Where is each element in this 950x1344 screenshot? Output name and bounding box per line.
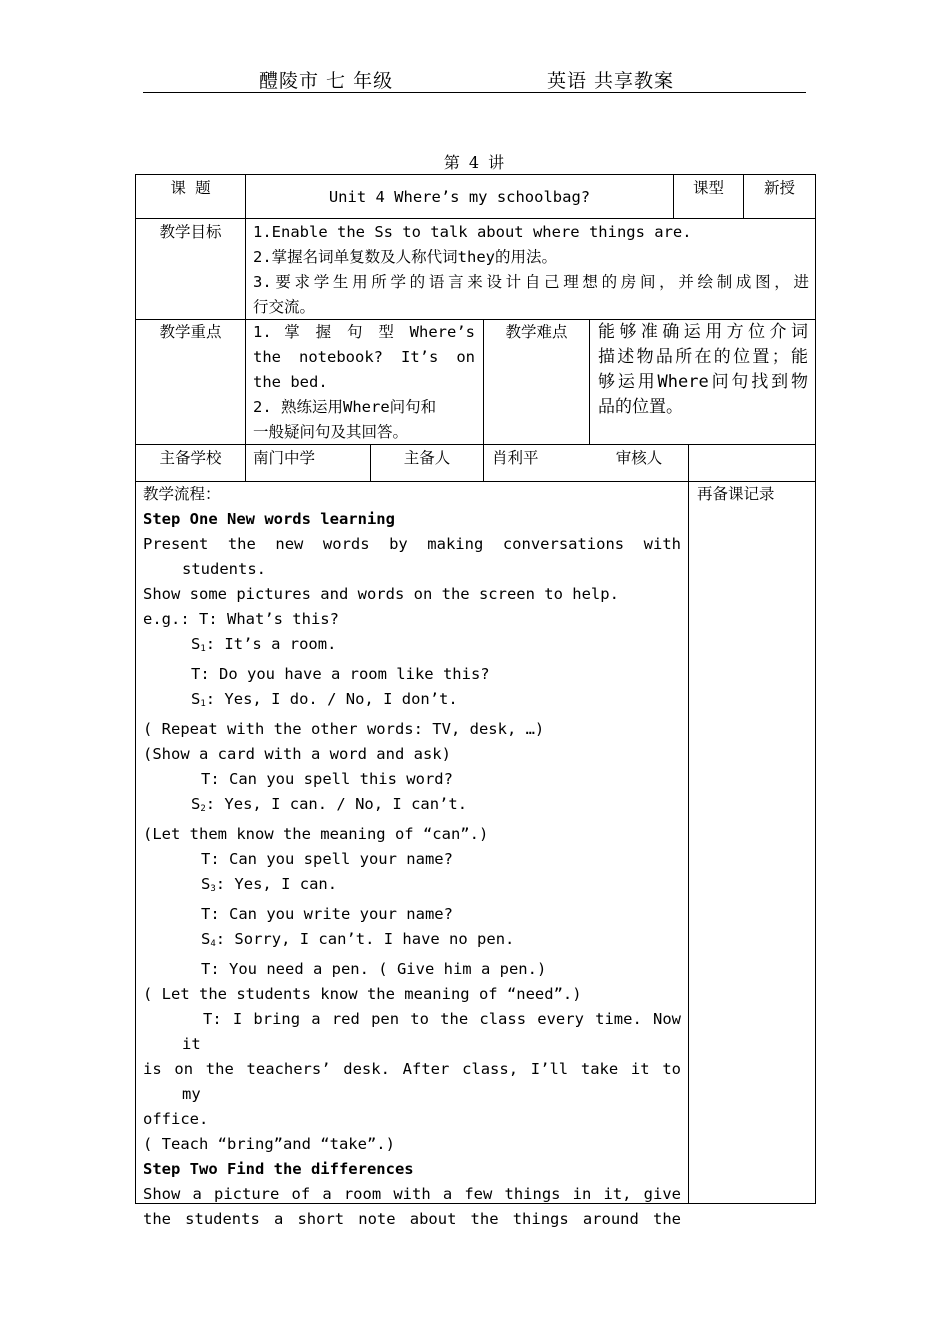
goals-list bbox=[253, 220, 809, 320]
difficulty-line: 够运用Where问句找到物 bbox=[598, 372, 808, 392]
difficulty-text bbox=[598, 320, 808, 420]
goals-label: 教学目标 bbox=[159, 223, 222, 241]
flow-line: Show some pictures and words on the screen to help. bbox=[143, 585, 619, 603]
preparer-value: 肖利平 bbox=[492, 449, 539, 467]
step-two-title: Step Two Find the differences bbox=[143, 1160, 414, 1178]
flow-line: $S_2$: Yes, I can. / No, I can’t. bbox=[191, 795, 468, 814]
key-label: 教学重点 bbox=[159, 323, 222, 341]
difficulty-line: 能够准确运用方位介词 bbox=[598, 322, 808, 342]
flow-line: my bbox=[182, 1085, 201, 1103]
header-left: 醴陵市 七 年级 bbox=[259, 70, 394, 92]
key-points bbox=[253, 320, 475, 445]
flow-line: ( Repeat with the other words: TV, desk, …) bbox=[143, 720, 545, 738]
flow-line: students. bbox=[182, 560, 266, 578]
school-value: 南门中学 bbox=[253, 449, 316, 467]
flow-line: $S_1$: Yes, I do. / No, I don’t. bbox=[191, 690, 458, 709]
flow-line: T: I bring a red pen to the class every time. Now bbox=[203, 1010, 681, 1028]
flow-line: $S_1$: It’s a room. bbox=[191, 635, 337, 654]
goal-item: 3.要求学生用所学的语言来设计自己理想的房间，并绘制成图，进 bbox=[253, 273, 809, 291]
step-one-title: Step One New words learning bbox=[143, 510, 395, 528]
notes-label: 再备课记录 bbox=[697, 485, 775, 503]
key-point-line: 2. 熟练运用Where问句和 bbox=[253, 398, 437, 416]
flow-line: is on the teachers’ desk. After class, I’ll take it to bbox=[143, 1060, 681, 1078]
flow-line: Show a picture of a room with a few things in it, give bbox=[143, 1185, 681, 1203]
flow-line: T: You need a pen. ( Give him a pen.) bbox=[201, 960, 547, 978]
flow-line: office. bbox=[143, 1110, 209, 1128]
key-point-line: 1. 掌 握 句 型 Where’s bbox=[253, 323, 475, 341]
flow-line: ( Teach “bring”and “take”.) bbox=[143, 1135, 395, 1153]
flow-line: it bbox=[182, 1035, 201, 1053]
key-point-line: the bed. bbox=[253, 373, 328, 391]
type-value: 新授 bbox=[763, 179, 795, 197]
flow-line: $S_3$: Yes, I can. bbox=[201, 875, 338, 894]
flow-line: T: Can you write your name? bbox=[201, 905, 453, 923]
type-label: 课型 bbox=[692, 179, 724, 197]
difficulty-line: 品的位置。 bbox=[598, 397, 683, 417]
flow-label: 教学流程： bbox=[143, 485, 221, 503]
flow-line: T: Do you have a room like this? bbox=[191, 665, 490, 683]
page-header bbox=[143, 66, 806, 93]
lecture-number: 第 4 讲 bbox=[443, 153, 507, 172]
flow-line: the students a short note about the things around the bbox=[143, 1210, 681, 1228]
header-right: 英语 共享教案 bbox=[547, 70, 675, 92]
school-label: 主备学校 bbox=[159, 449, 222, 467]
flow-line: T: Can you spell your name? bbox=[201, 850, 453, 868]
reviewer-label: 审核人 bbox=[615, 449, 663, 467]
flow-line: T: Can you spell this word? bbox=[201, 770, 453, 788]
difficulty-line: 描述物品所在的位置；能 bbox=[598, 347, 808, 367]
preparer-label: 主备人 bbox=[403, 449, 451, 467]
key-point-line: 一般疑问句及其回答。 bbox=[253, 423, 409, 441]
flow-line: e.g.: T: What’s this? bbox=[143, 610, 339, 628]
flow-line: $S_4$: Sorry, I can’t. I have no pen. bbox=[201, 930, 515, 949]
key-point-line: the notebook? It’s on bbox=[253, 348, 475, 366]
goal-item: 2.掌握名词单复数及人称代词they的用法。 bbox=[253, 248, 557, 266]
topic-label: 课 题 bbox=[170, 179, 211, 197]
teaching-flow bbox=[143, 482, 681, 1232]
flow-line: Present the new words by making conversations with bbox=[143, 535, 681, 553]
goal-item: 行交流。 bbox=[253, 298, 316, 316]
topic-value: Unit 4 Where’s my schoolbag? bbox=[328, 188, 591, 206]
difficulty-label: 教学难点 bbox=[505, 323, 568, 341]
flow-line: (Let them know the meaning of “can”.) bbox=[143, 825, 489, 843]
goal-item: 1.Enable the Ss to talk about where things are. bbox=[253, 223, 692, 241]
flow-line: (Show a card with a word and ask) bbox=[143, 745, 451, 763]
flow-line: ( Let the students know the meaning of “need”.) bbox=[143, 985, 582, 1003]
